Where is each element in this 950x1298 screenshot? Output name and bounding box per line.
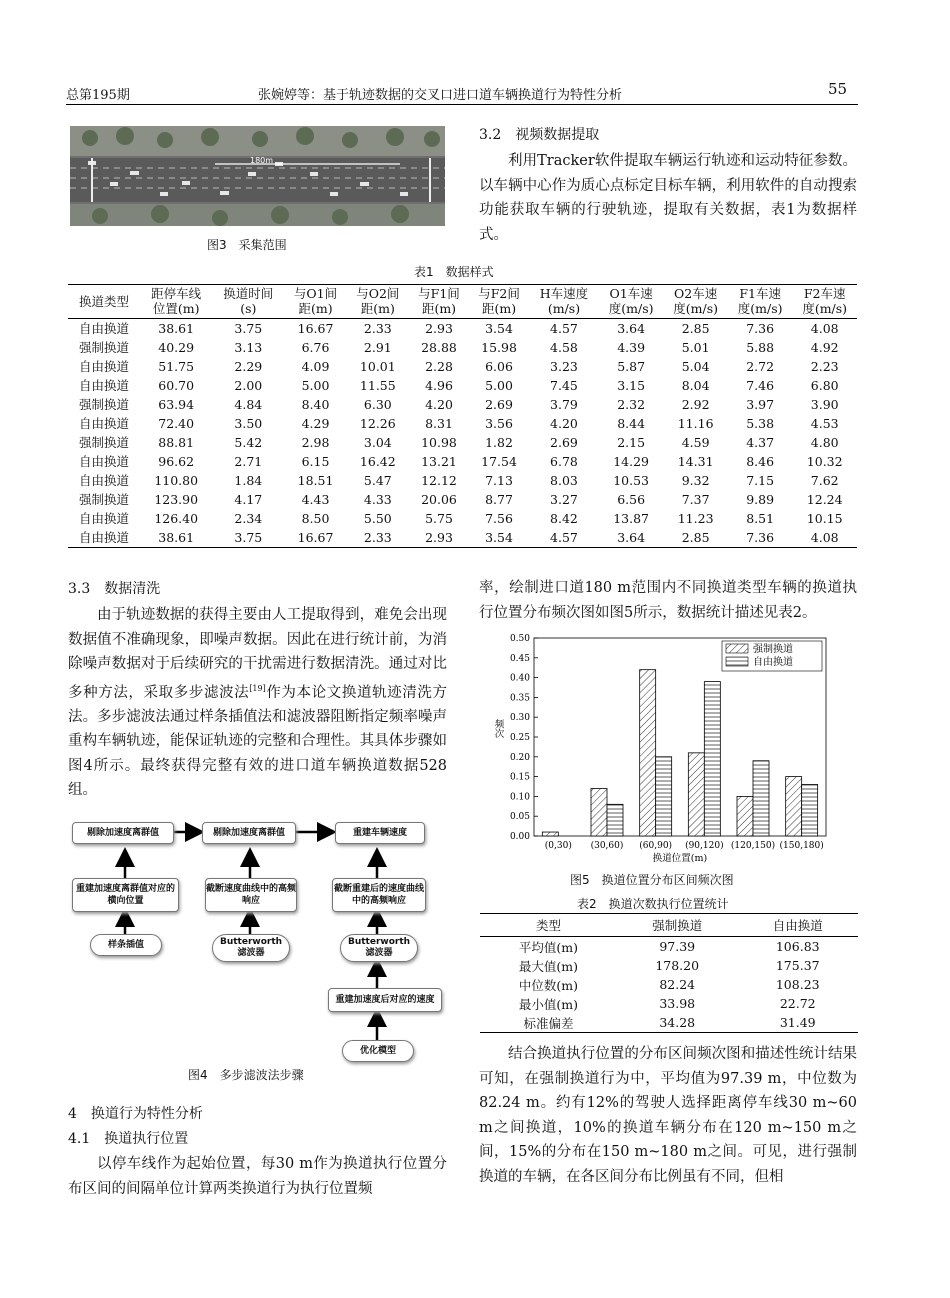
- bar-forced: [591, 788, 607, 836]
- table-cell: 7.56: [485, 511, 513, 526]
- table-cell: 4.39: [617, 340, 646, 355]
- table-cell: 2.00: [234, 378, 263, 393]
- table-cell: 10.32: [806, 454, 843, 469]
- table-row: [68, 395, 857, 414]
- table-cell: 6.06: [485, 359, 513, 374]
- table-cell: 4.33: [363, 492, 392, 507]
- table-cell: 4.43: [301, 492, 330, 507]
- table-cell: 8.77: [485, 492, 513, 507]
- table1-header: 与O1间 距(m): [284, 285, 346, 319]
- table-cell: 4.08: [810, 321, 839, 336]
- bar-forced: [737, 796, 753, 836]
- table-cell: 7.36: [728, 528, 793, 548]
- table-cell: 12.26: [359, 416, 396, 431]
- table-cell: 7.45: [550, 378, 578, 393]
- table-cell: 2.29: [234, 359, 263, 374]
- table-cell: 自由换道: [68, 528, 140, 548]
- bar-free: [607, 804, 623, 836]
- table-row: [68, 509, 857, 528]
- table-cell: 最大值(m): [518, 958, 579, 974]
- table-cell: 3.90: [810, 397, 839, 412]
- table1-caption: 表1 数据样式: [414, 265, 494, 279]
- table-cell: 2.69: [485, 397, 513, 412]
- table-cell: 106.83: [775, 939, 820, 954]
- table-cell: 6.15: [301, 454, 330, 469]
- table-cell: 2.93: [425, 321, 453, 336]
- table-cell: 5.87: [617, 359, 646, 374]
- table-cell: 2.71: [234, 454, 263, 469]
- bar-forced: [542, 832, 558, 836]
- table-cell: 12.12: [421, 473, 457, 488]
- table-cell: 11.16: [677, 416, 714, 431]
- running-header-title: 张婉婷等：基于轨迹数据的交叉口进口道车辆换道行为特性分析: [258, 88, 623, 103]
- distance-label: 180m: [250, 156, 274, 165]
- table-cell: 5.04: [681, 359, 710, 374]
- right-column-paragraph: 率，绘制进口道180 m范围内不同换道类型车辆的换道执行位置分布频次图如图5所示，数据统计描述见表2。: [479, 580, 857, 621]
- section-3-2-paragraph: 利用Tracker软件提取车辆运行轨迹和运动特征参数。以车辆中心作为质心点标定目标车辆，利用软件的自动搜索功能获取车辆的行驶轨迹，提取有关数据，表1为数据样式。: [479, 153, 857, 243]
- x-tick-label: (60,90): [639, 841, 673, 851]
- filter-label-2: 滤波器: [365, 948, 393, 958]
- table-cell: 13.87: [613, 511, 650, 526]
- remove-outliers-box-1: 剔除加速度离群值: [72, 822, 174, 844]
- section-4-1-text: [68, 1152, 447, 1201]
- section-3-2-heading: 3.2 视频数据提取: [479, 127, 600, 143]
- table-cell: 110.80: [154, 473, 199, 488]
- table-cell: 7.36: [746, 321, 775, 336]
- table-cell: 16.67: [297, 321, 334, 336]
- table-row: [68, 452, 857, 471]
- table-cell: 3.54: [469, 528, 529, 548]
- table1-header: 距停车线 位置(m): [140, 285, 212, 319]
- table-cell: 2.91: [363, 340, 392, 355]
- bar-forced: [640, 670, 656, 836]
- table-cell: 4.59: [681, 435, 710, 450]
- table-cell: 4.53: [810, 416, 839, 431]
- table-cell: 10.53: [613, 473, 650, 488]
- legend-swatch: [726, 657, 748, 666]
- table-row: [68, 433, 857, 452]
- table-cell: 8.31: [425, 416, 453, 431]
- table-cell: 63.94: [158, 397, 195, 412]
- table-cell: 5.00: [485, 378, 513, 393]
- table-cell: 31.49: [737, 1013, 858, 1033]
- table-cell: 自由换道: [79, 416, 130, 431]
- table-row: [480, 1013, 858, 1033]
- table-cell: 11.23: [677, 511, 714, 526]
- table-cell: 3.75: [234, 321, 263, 336]
- table-cell: 8.50: [301, 511, 330, 526]
- table-cell: 10.01: [359, 359, 396, 374]
- butterworth-label-2: Butterworth: [347, 937, 411, 947]
- table-cell: 38.61: [140, 528, 212, 548]
- table-cell: 4.08: [792, 528, 857, 548]
- table-row: [68, 319, 857, 339]
- table-cell: 3.27: [550, 492, 578, 507]
- table1-header: 与F2间 距(m): [469, 285, 529, 319]
- position-frequency-chart: [478, 628, 858, 870]
- table-cell: 175.37: [775, 958, 820, 973]
- table1-header: O1车速 度(m/s): [599, 285, 664, 319]
- y-tick-label: 0.00: [509, 832, 530, 842]
- table-cell: 2.85: [681, 321, 710, 336]
- table-cell: 2.98: [301, 435, 330, 450]
- y-tick-label: 0.15: [509, 772, 530, 783]
- table-cell: 10.98: [421, 435, 457, 450]
- table-row: [68, 414, 857, 433]
- y-tick-label: 0.20: [509, 752, 530, 763]
- table1-header: 与F1间 距(m): [409, 285, 469, 319]
- paragraph-part-2: 作为本论文换道轨迹清洗方法。多步滤波法通过样条插值法和滤波器阻断指定频率噪声重构车辆轨迹，能保证轨迹的完整和合理性。其具体步骤如图4所示。最终获得完整有效的进口道车辆换道数据528组。: [68, 684, 448, 799]
- table-cell: 16.67: [284, 528, 346, 548]
- table-cell: 33.98: [659, 996, 696, 1011]
- table-row: [480, 956, 858, 975]
- table-cell: 126.40: [154, 511, 199, 526]
- figure4-caption: 图4 多步滤波法步骤: [188, 1068, 304, 1082]
- butterworth-label-1: Butterworth: [219, 937, 283, 947]
- table-cell: 4.20: [550, 416, 578, 431]
- table1-header: 与O2间 距(m): [347, 285, 409, 319]
- right-column-text: [479, 576, 857, 625]
- table-cell: 6.80: [810, 378, 839, 393]
- x-tick-label: (30,60): [590, 841, 624, 851]
- table-cell: 自由换道: [79, 473, 130, 488]
- table-cell: 5.47: [363, 473, 392, 488]
- table-cell: 9.89: [746, 492, 775, 507]
- table1-header: F1车速 度(m/s): [728, 285, 793, 319]
- table-cell: 2.33: [363, 321, 392, 336]
- figure5-caption: 图5 换道位置分布区间频次图: [570, 873, 734, 887]
- table-cell: 88.81: [158, 435, 195, 450]
- rebuild-lateral-position-box: 重建加速度离群值对应的横向位置: [72, 878, 179, 912]
- table-cell: 108.23: [775, 977, 820, 992]
- table-cell: 12.24: [806, 492, 843, 507]
- table2-caption: 表2 换道次数执行位置统计: [577, 897, 729, 911]
- table-cell: 3.23: [550, 359, 578, 374]
- table-cell: 7.62: [810, 473, 839, 488]
- table2-header: 强制换道: [617, 914, 738, 937]
- table-cell: 1.84: [234, 473, 263, 488]
- table-cell: 22.72: [779, 996, 816, 1011]
- road-aerial-image: [70, 126, 445, 226]
- running-header-issue: 总第195期: [66, 88, 130, 103]
- table-cell: 4.37: [746, 435, 775, 450]
- table-cell: 60.70: [158, 378, 195, 393]
- table-cell: 4.29: [301, 416, 330, 431]
- table-cell: 5.42: [234, 435, 263, 450]
- table-cell: 72.40: [158, 416, 195, 431]
- table-cell: 1.82: [485, 435, 513, 450]
- table-cell: 5.88: [746, 340, 775, 355]
- table-cell: 3.64: [599, 528, 664, 548]
- table-cell: 自由换道: [79, 511, 130, 526]
- table-cell: 82.24: [659, 977, 696, 992]
- truncate-rebuilt-speed-box: 截断重建后的速度曲线中的高频响应: [332, 878, 426, 912]
- table-row: [480, 994, 858, 1013]
- data-sample-table: [68, 284, 857, 548]
- table-cell: 2.93: [409, 528, 469, 548]
- table-cell: 6.76: [301, 340, 330, 355]
- table-cell: 9.32: [681, 473, 710, 488]
- table-cell: 2.32: [617, 397, 646, 412]
- table-cell: 34.28: [617, 1013, 738, 1033]
- table-cell: 2.23: [810, 359, 839, 374]
- table-cell: 16.42: [359, 454, 396, 469]
- table-cell: 4.80: [810, 435, 839, 450]
- table-cell: 8.44: [617, 416, 646, 431]
- table-cell: 4.96: [425, 378, 453, 393]
- table-cell: 中位数(m): [518, 977, 579, 993]
- table-cell: 17.54: [481, 454, 517, 469]
- legend-label: 强制换道: [753, 644, 793, 655]
- table1-header: O2车速 度(m/s): [663, 285, 728, 319]
- table-cell: 3.79: [550, 397, 578, 412]
- table-cell: 5.38: [746, 416, 775, 431]
- table-cell: 3.50: [234, 416, 263, 431]
- butterworth-filter-pill-1: [212, 934, 290, 962]
- truncate-speed-box: 截断速度曲线中的高频响应: [205, 878, 297, 912]
- table-cell: 自由换道: [79, 359, 130, 374]
- table-cell: 13.21: [421, 454, 457, 469]
- x-tick-label: (0,30): [544, 841, 572, 851]
- table-cell: 2.69: [550, 435, 578, 450]
- x-tick-label: (120,150): [730, 841, 776, 851]
- y-axis-label: 频次: [492, 719, 504, 738]
- table-cell: 7.13: [485, 473, 513, 488]
- table-cell: 强制换道: [79, 340, 130, 355]
- y-tick-label: 0.05: [509, 812, 530, 823]
- table-cell: 3.97: [746, 397, 775, 412]
- table-cell: 5.00: [301, 378, 330, 393]
- table-cell: 7.46: [746, 378, 775, 393]
- table-cell: 4.92: [810, 340, 839, 355]
- table-cell: 6.56: [617, 492, 646, 507]
- right-column-text-2: [479, 1042, 857, 1189]
- table-cell: 8.51: [746, 511, 775, 526]
- table-cell: 4.20: [425, 397, 453, 412]
- y-tick-label: 0.45: [509, 653, 530, 664]
- table-cell: 3.13: [234, 340, 263, 355]
- table-cell: 强制换道: [79, 397, 130, 412]
- reference-marker[interactable]: [19]: [249, 683, 266, 693]
- table2-header: 类型: [480, 914, 617, 937]
- y-tick-label: 0.40: [509, 673, 530, 684]
- table-cell: 强制换道: [79, 492, 130, 507]
- header-rule: [66, 104, 858, 105]
- table-cell: 3.15: [617, 378, 646, 393]
- section-3-3-text: [68, 603, 447, 803]
- figure3-caption: 图3 采集范围: [207, 238, 287, 252]
- table-cell: 自由换道: [79, 378, 130, 393]
- table-cell: 3.56: [485, 416, 513, 431]
- table-cell: 14.29: [613, 454, 650, 469]
- paragraph-part-1: 由于轨迹数据的获得主要由人工提取得到，难免会出现数据值不准确现象，即噪声数据。因此在进行统计前，为消除噪声数据对于后续研究的干扰需进行数据清洗。通过对比多种方法，采取多步滤波法: [68, 607, 447, 701]
- table-row: [68, 528, 857, 548]
- table-cell: 7.37: [681, 492, 710, 507]
- table-cell: 自由换道: [79, 454, 130, 469]
- table-cell: 5.75: [425, 511, 453, 526]
- table-row: [480, 975, 858, 994]
- table-cell: 最小值(m): [518, 996, 579, 1012]
- section-4-1-paragraph: 以停车线作为起始位置，每30 m作为换道执行位置分布区间的间隔单位计算两类换道行为执行位置频: [68, 1156, 447, 1197]
- table-row: [68, 471, 857, 490]
- table-cell: 8.40: [301, 397, 330, 412]
- legend-swatch: [726, 644, 748, 653]
- section-3-3-paragraph: [68, 603, 447, 803]
- table-cell: 11.55: [359, 378, 396, 393]
- table-cell: 标准偏差: [480, 1013, 617, 1033]
- remove-outliers-box-2: 剔除加速度离群值: [202, 822, 296, 844]
- table-cell: 6.30: [363, 397, 392, 412]
- table-cell: 5.01: [681, 340, 710, 355]
- table-cell: 178.20: [655, 958, 700, 973]
- table-cell: 123.90: [154, 492, 199, 507]
- legend-label: 自由换道: [753, 657, 793, 668]
- table-cell: 15.98: [481, 340, 517, 355]
- filter-label-1: 滤波器: [237, 948, 265, 958]
- bar-free: [753, 761, 769, 836]
- table-cell: 8.46: [746, 454, 775, 469]
- y-tick-label: 0.50: [509, 634, 530, 644]
- table-cell: 强制换道: [79, 435, 130, 450]
- x-axis-label: 换道位置(m): [652, 853, 708, 864]
- table-cell: 10.15: [806, 511, 843, 526]
- aerial-photo: [70, 126, 445, 226]
- table-cell: 3.54: [485, 321, 513, 336]
- table-cell: 28.88: [421, 340, 457, 355]
- bar-free: [802, 785, 818, 836]
- page-number: 55: [828, 80, 848, 98]
- table2-header: 自由换道: [737, 914, 858, 937]
- table-cell: 平均值(m): [518, 939, 579, 955]
- table-cell: 2.34: [234, 511, 263, 526]
- section-3-3-heading: 3.3 数据清洗: [68, 581, 161, 597]
- bar-forced: [688, 753, 704, 836]
- table-cell: 5.50: [363, 511, 392, 526]
- bar-forced: [786, 777, 802, 836]
- table-cell: 40.29: [158, 340, 195, 355]
- table-cell: 97.39: [659, 939, 696, 954]
- table-row: [68, 376, 857, 395]
- section-4-heading: 4 换道行为特性分析: [68, 1106, 203, 1122]
- section-3-2-text: [479, 149, 857, 247]
- table-cell: 8.03: [550, 473, 578, 488]
- rebuild-speed-after-accel-box: 重建加速度后对应的速度: [328, 988, 442, 1012]
- table1-header: 换道类型: [68, 285, 140, 319]
- table-cell: 8.42: [550, 511, 578, 526]
- table-cell: 2.92: [681, 397, 710, 412]
- table-row: [68, 490, 857, 509]
- x-tick-label: (150,180): [779, 841, 824, 851]
- rebuild-speed-box: 重建车辆速度: [335, 822, 425, 844]
- table-row: [68, 357, 857, 376]
- x-tick-label: (90,120): [685, 841, 724, 851]
- filter-flowchart: [70, 818, 445, 1060]
- conclusion-paragraph: 结合换道执行位置的分布区间频次图和描述性统计结果可知，在强制换道行为中，平均值为97.39 m，中位数为82.24 m。约有12%的驾驶人选择距离停车线30 m~60 m之间换道，10%的换道车辆分布在120 m~150 m之间，15%的分布在150 m~180 m之间。可见，进行强制换道的车辆，在各区间分布比例虽有不同，但相: [479, 1046, 857, 1185]
- table-cell: 18.51: [297, 473, 334, 488]
- table-cell: 4.57: [550, 321, 578, 336]
- table-row: [68, 338, 857, 357]
- table-cell: 6.78: [550, 454, 578, 469]
- table1-header: 换道时间 (s): [212, 285, 284, 319]
- y-tick-label: 0.25: [509, 733, 530, 743]
- table1-header: F2车速 度(m/s): [792, 285, 857, 319]
- table-cell: 4.57: [529, 528, 599, 548]
- table-cell: 2.15: [617, 435, 646, 450]
- table-cell: 3.04: [363, 435, 392, 450]
- y-tick-label: 0.35: [509, 693, 530, 704]
- table-cell: 2.85: [663, 528, 728, 548]
- y-tick-label: 0.10: [509, 792, 530, 803]
- table-cell: 4.17: [234, 492, 263, 507]
- table-cell: 2.33: [347, 528, 409, 548]
- table-cell: 14.31: [677, 454, 714, 469]
- table-row: [480, 937, 858, 957]
- table-cell: 96.62: [158, 454, 195, 469]
- table-cell: 4.09: [301, 359, 330, 374]
- spline-interpolation-pill: 样条插值: [90, 934, 162, 956]
- butterworth-filter-pill-2: [340, 934, 418, 962]
- bar-free: [704, 682, 720, 836]
- table1-header: H车速度 (m/s): [529, 285, 599, 319]
- table-cell: 51.75: [158, 359, 195, 374]
- table-cell: 38.61: [158, 321, 195, 336]
- y-tick-label: 0.30: [509, 713, 530, 724]
- table-cell: 2.28: [425, 359, 453, 374]
- position-statistics-table: [480, 913, 858, 1033]
- table-cell: 8.04: [681, 378, 710, 393]
- section-4-1-heading: 4.1 换道执行位置: [68, 1131, 189, 1147]
- optimization-model-pill: 优化模型: [342, 1040, 414, 1062]
- table-cell: 自由换道: [79, 321, 130, 336]
- table-cell: 3.75: [212, 528, 284, 548]
- table-cell: 4.58: [550, 340, 578, 355]
- table-cell: 4.84: [234, 397, 263, 412]
- table-cell: 3.64: [617, 321, 646, 336]
- bar-free: [656, 757, 672, 836]
- table-cell: 7.15: [746, 473, 775, 488]
- table-cell: 20.06: [421, 492, 457, 507]
- table-cell: 2.72: [746, 359, 775, 374]
